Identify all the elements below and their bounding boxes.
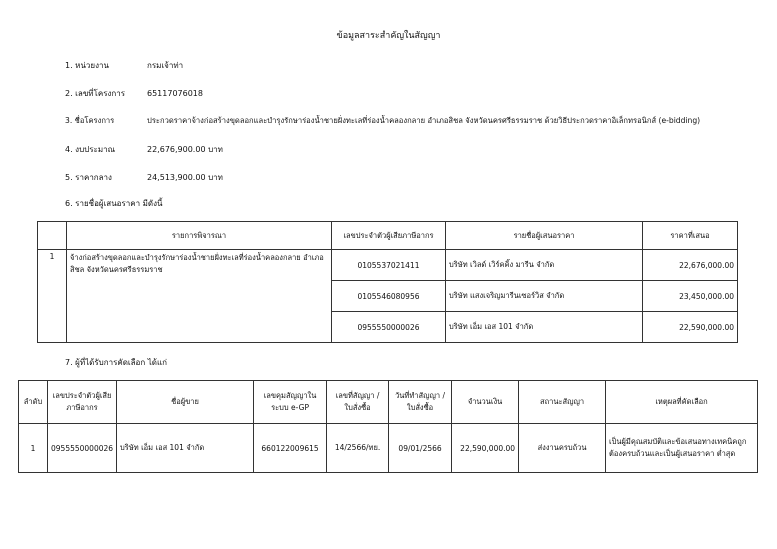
field-project-number <box>65 87 203 100</box>
contract-amount: 22,590,000.00 <box>452 424 519 473</box>
col-header: เลขที่สัญญา / ใบสั่งซื้อ <box>327 381 389 424</box>
section7-heading: 7. ผู้ที่ได้รับการคัดเลือก ได้แก่ <box>65 358 167 367</box>
table-row <box>19 424 758 473</box>
field-value: 24,513,900.00 บาท <box>147 173 223 182</box>
field-value: 65117076018 <box>147 89 203 98</box>
item-number: 1 <box>38 250 67 343</box>
field-label: 3. ชื่อโครงการ <box>65 116 115 125</box>
table-header-row <box>38 222 738 250</box>
col-header: เหตุผลที่คัดเลือก <box>606 381 758 424</box>
bid-price: 22,590,000.00 <box>643 312 738 343</box>
field-label: 5. ราคากลาง <box>65 173 112 182</box>
col-header: สถานะสัญญา <box>519 381 606 424</box>
col-header: เลขประจำตัวผู้เสียภาษีอากร <box>48 381 117 424</box>
col-header: ราคาที่เสนอ <box>643 222 738 250</box>
col-header: ชื่อผู้ขาย <box>117 381 254 424</box>
col-header: รายชื่อผู้เสนอราคา <box>446 222 643 250</box>
contract-date: 09/01/2566 <box>389 424 452 473</box>
bid-price: 22,676,000.00 <box>643 250 738 281</box>
item-description: จ้างก่อสร้างขุดลอกและบำรุงรักษาร่องน้ำชายฝั่งทะเลที่ร่องน้ำคลองกลาย อำเภอสิชล จังหวัดนครศรีธรรมราช <box>67 250 332 343</box>
bid-price: 23,450,000.00 <box>643 281 738 312</box>
contract-number: 14/2566/ทย. <box>327 424 389 473</box>
table-row <box>38 250 738 281</box>
field-project-name <box>65 115 700 127</box>
field-label: 2. เลขที่โครงการ <box>65 89 126 98</box>
section6-heading: 6. รายชื่อผู้เสนอราคา มีดังนี้ <box>65 199 163 208</box>
tax-id: 0105546080956 <box>332 281 446 312</box>
col-header: รายการพิจารณา <box>67 222 332 250</box>
selection-reason: เป็นผู้มีคุณสมบัติและข้อเสนอทางเทคนิคถูกต้องครบถ้วนและเป็นผู้เสนอราคา ต่ำสุด <box>606 424 758 473</box>
field-value: กรมเจ้าท่า <box>147 61 184 70</box>
contract-status: ส่งงานครบถ้วน <box>519 424 606 473</box>
field-median-price <box>65 171 223 184</box>
field-budget <box>65 143 223 156</box>
field-label: 1. หน่วยงาน <box>65 61 109 70</box>
bidder-name: บริษัท เอ็ม เอส 101 จำกัด <box>446 312 643 343</box>
col-header <box>38 222 67 250</box>
tax-id: 0105537021411 <box>332 250 446 281</box>
table-header-row <box>19 381 758 424</box>
vendor-name: บริษัท เอ็ม เอส 101 จำกัด <box>117 424 254 473</box>
col-header: เลขประจำตัวผู้เสียภาษีอากร <box>332 222 446 250</box>
field-value: ประกวดราคาจ้างก่อสร้างขุดลอกและบำรุงรักษาร่องน้ำชายฝั่งทะเลที่ร่องน้ำคลองกลาย อำเภอสิชล จังหวัดนครศรีธรรมราช ด้วยวิธีประกวดราคาอิเล็กทรอนิกส์ (e-bidding) <box>147 116 701 125</box>
selected-vendor-table <box>18 380 758 473</box>
bidders-table <box>37 221 738 343</box>
bidder-name: บริษัท แสงเจริญมารีนเซอร์วิส จำกัด <box>446 281 643 312</box>
egp-control-number: 660122009615 <box>254 424 327 473</box>
tax-id: 0955550000026 <box>48 424 117 473</box>
col-header: จำนวนเงิน <box>452 381 519 424</box>
tax-id: 0955550000026 <box>332 312 446 343</box>
field-value: 22,676,900.00 บาท <box>147 145 223 154</box>
bidder-name: บริษัท เวิลด์ เวิร์คคิ้ง มารีน จำกัด <box>446 250 643 281</box>
col-header: เลขคุมสัญญาในระบบ e-GP <box>254 381 327 424</box>
row-number: 1 <box>19 424 48 473</box>
col-header: วันที่ทำสัญญา / ใบสั่งซื้อ <box>389 381 452 424</box>
field-agency <box>65 59 183 72</box>
field-label: 4. งบประมาณ <box>65 145 116 154</box>
page-title: ข้อมูลสาระสำคัญในสัญญา <box>336 31 441 41</box>
col-header: ลำดับ <box>19 381 48 424</box>
